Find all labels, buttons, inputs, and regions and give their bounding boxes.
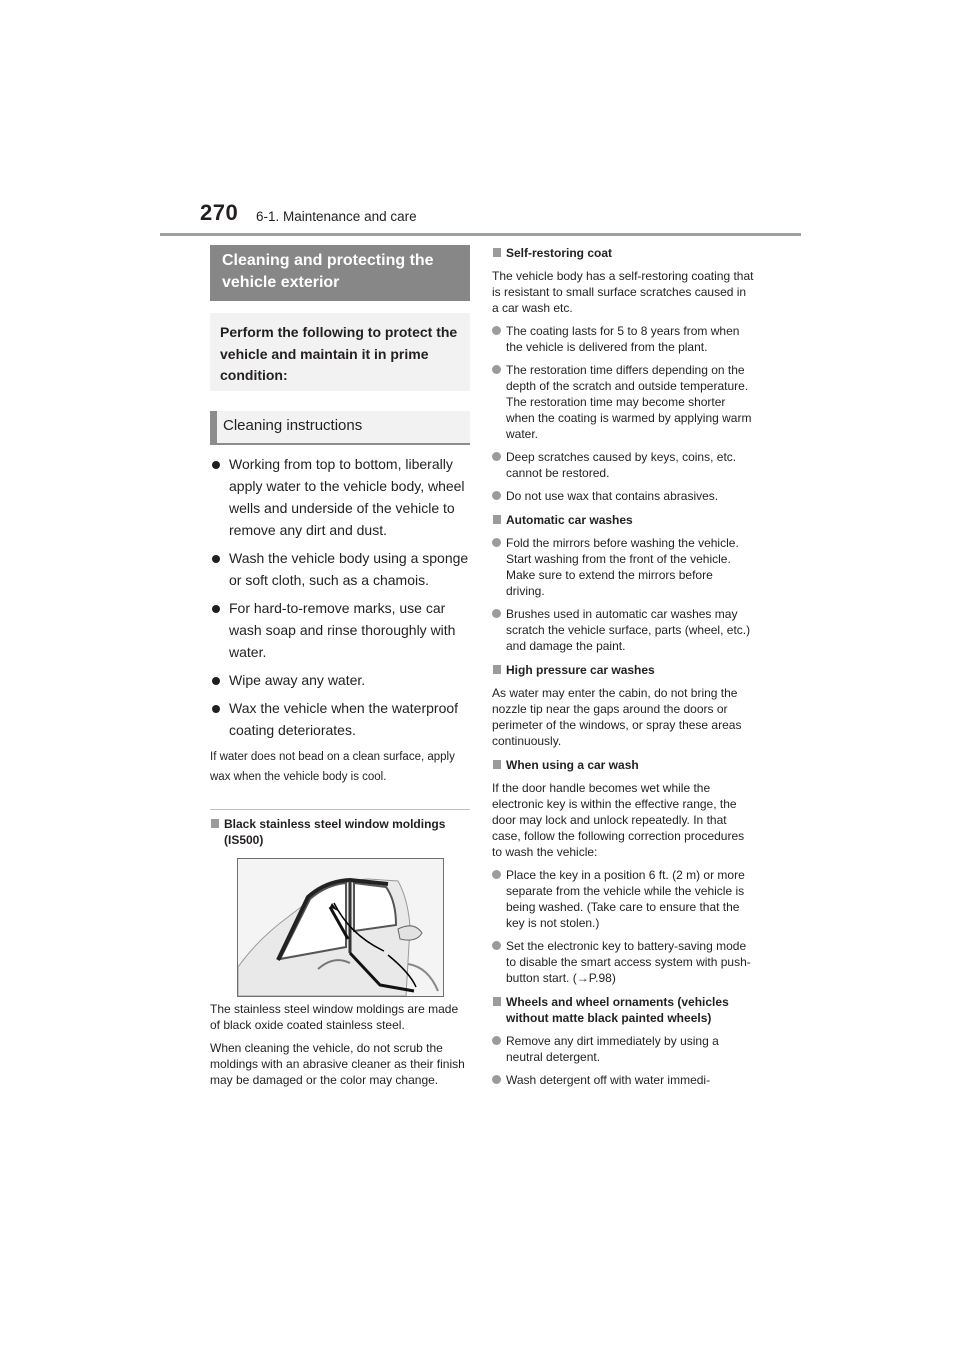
bullet-icon xyxy=(212,605,220,613)
bullet-icon xyxy=(492,870,501,879)
intro-text: Perform the following to protect the vehicle and maintain it in prime condition: xyxy=(210,313,470,391)
car-wash-heading: When using a car wash xyxy=(492,757,754,773)
car-wash-paragraph: If the door handle becomes wet while the electronic key is within the effective range, the door may lock and unlock repeatedly. In that case, follow the following correction procedures to wash the vehicle: xyxy=(492,781,745,859)
bullet-icon xyxy=(492,538,501,547)
high-pressure-paragraph: As water may enter the cabin, do not bring the nozzle tip near the gaps around the doors or perimeter of the windows, or spray these areas continuously. xyxy=(492,686,742,748)
high-pressure-heading: High pressure car washes xyxy=(492,662,754,678)
list-item: For hard-to-remove marks, use car wash soap and rinse thoroughly with water. xyxy=(210,597,470,663)
sub-heading-rule xyxy=(210,443,470,445)
bullet-icon xyxy=(492,326,501,335)
list-item: Wash the vehicle body using a sponge or soft cloth, such as a chamois. xyxy=(210,547,470,591)
divider xyxy=(210,809,470,810)
bullet-icon xyxy=(492,609,501,618)
list-item: Do not use wax that contains abrasives. xyxy=(492,488,754,504)
list-item: Wax the vehicle when the waterproof coating deteriorates. xyxy=(210,697,470,741)
left-column xyxy=(210,245,470,1088)
list-item: The coating lasts for 5 to 8 years from when the vehicle is delivered from the plant. xyxy=(492,323,754,355)
automatic-heading: Automatic car washes xyxy=(492,512,754,528)
list-item: Remove any dirt immediately by using a neutral detergent. xyxy=(492,1033,754,1065)
square-bullet-icon xyxy=(493,760,501,769)
list-item: Set the electronic key to battery-saving mode to disable the smart access system with push-button start. (→P.98) xyxy=(492,938,754,986)
square-bullet-icon xyxy=(211,819,219,828)
moldings-heading: Black stainless steel window moldings (IS500) xyxy=(210,816,470,848)
bullet-icon xyxy=(492,941,501,950)
list-item: Deep scratches caused by keys, coins, etc. cannot be restored. xyxy=(492,449,754,481)
moldings-paragraph-1: The stainless steel window moldings are made of black oxide coated stainless steel. xyxy=(210,1002,459,1032)
window-molding-illustration xyxy=(237,858,444,997)
self-restoring-paragraph: The vehicle body has a self-restoring coating that is resistant to small surface scratches caused in a car wash etc. xyxy=(492,269,754,315)
list-item: Wash detergent off with water immedi- xyxy=(492,1072,754,1088)
moldings-paragraph-2: When cleaning the vehicle, do not scrub the moldings with an abrasive cleaner as their finish may be damaged or the color may change. xyxy=(210,1041,465,1087)
bullet-icon xyxy=(492,365,501,374)
list-item: Brushes used in automatic car washes may scratch the vehicle surface, parts (wheel, etc.) and damage the paint. xyxy=(492,606,754,654)
square-bullet-icon xyxy=(493,665,501,674)
sub-heading: Cleaning instructions xyxy=(210,411,470,443)
bullet-icon xyxy=(492,1036,501,1045)
bullet-icon xyxy=(212,705,220,713)
list-item: Place the key in a position 6 ft. (2 m) or more separate from the vehicle while the vehicle is being washed. (Take care to ensure that the key is not stolen.) xyxy=(492,867,754,931)
wheels-heading: Wheels and wheel ornaments (vehicles without matte black painted wheels) xyxy=(492,994,754,1026)
list-item: Wipe away any water. xyxy=(210,669,470,691)
instruction-list xyxy=(210,453,470,741)
right-column xyxy=(492,245,754,1088)
bullet-icon xyxy=(212,555,220,563)
list-item: Fold the mirrors before washing the vehicle. Start washing from the front of the vehicle. Make sure to extend the mirrors before driving. xyxy=(492,535,754,599)
square-bullet-icon xyxy=(493,248,501,257)
square-bullet-icon xyxy=(493,515,501,524)
bullet-icon xyxy=(492,1075,501,1084)
section-title: 6-1. Maintenance and care xyxy=(256,209,417,224)
header-rule xyxy=(160,233,801,236)
list-item: The restoration time differs depending on the depth of the scratch and outside temperature. The restoration time may become shorter when the coating is warmed by applying warm water. xyxy=(492,362,754,442)
bullet-icon xyxy=(212,461,220,469)
wax-note: If water does not bead on a clean surface, apply wax when the vehicle body is cool. xyxy=(210,751,455,783)
bullet-icon xyxy=(492,491,501,500)
page-number: 270 xyxy=(200,200,239,225)
square-bullet-icon xyxy=(493,997,501,1006)
car-door-drawing xyxy=(238,859,443,996)
main-title: Cleaning and protecting the vehicle exterior xyxy=(210,245,470,301)
self-restoring-heading: Self-restoring coat xyxy=(492,245,754,261)
bullet-icon xyxy=(492,452,501,461)
list-item: Working from top to bottom, liberally apply water to the vehicle body, wheel wells and underside of the vehicle to remove any dirt and dust. xyxy=(210,453,470,541)
bullet-icon xyxy=(212,677,220,685)
